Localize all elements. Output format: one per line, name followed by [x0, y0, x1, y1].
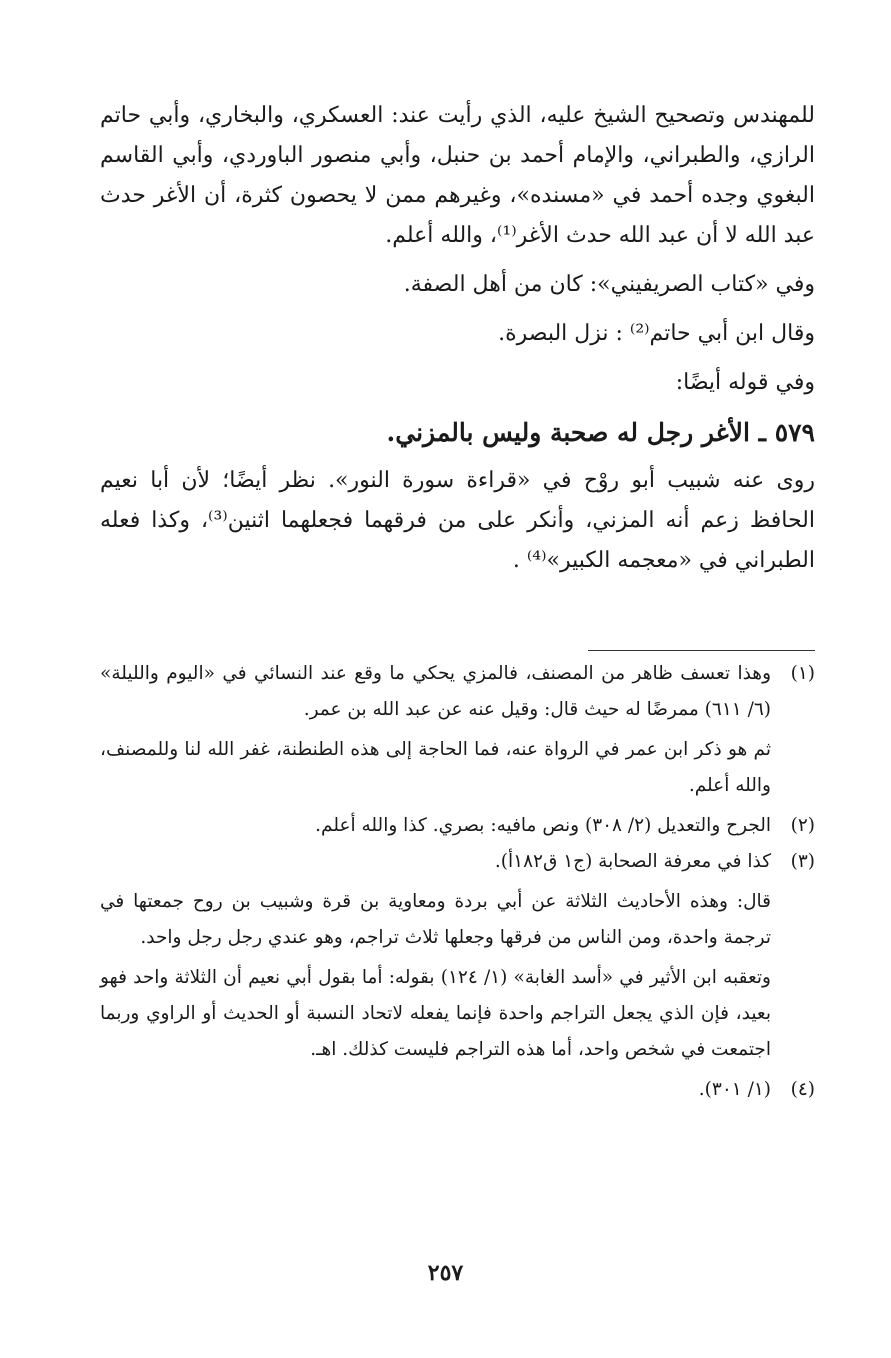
paragraph-3: وقال ابن أبي حاتم⁽²⁾ : نزل البصرة.: [498, 321, 815, 346]
page-number: ٢٥٧: [427, 1260, 464, 1286]
footnote-3: [100, 844, 815, 880]
footnote-text: (١/ ٣٠١).: [698, 1079, 771, 1100]
footnote-number: (٢): [790, 815, 815, 836]
footnote-2: [100, 808, 815, 844]
footnote-number: (٤): [790, 1079, 815, 1100]
footnote-1-continuation: ثم هو ذكر ابن عمر في الرواة عنه، فما الحاجة إلى هذه الطنطنة، غفر الله لنا وللمصنف، والله أعلم.: [100, 739, 771, 796]
main-text: [100, 96, 815, 581]
paragraph-2: وفي «كتاب الصريفيني»: كان من أهل الصفة.: [403, 272, 815, 297]
footnote-text: وهذا تعسف ظاهر من المصنف، فالمزي يحكي ما وقع عند النسائي في «اليوم والليلة» (٦/ ٦١١) ممرضًا له حيث قال: وقيل عنه عن عبد الله بن عمر.: [100, 663, 771, 720]
footnote-3-continuation: وتعقبه ابن الأثير في «أسد الغابة» (١/ ١٢٤) بقوله: أما بقول أبي نعيم أن الثلاثة واحد فهو بعيد، فإن الذي يجعل التراجم واحدة فإنما يفعله لاتحاد النسبة أو الحديث أو الراوي وربما اجتمعت في شخص واحد، أما هذه التراجم فليست كذلك. اهـ.: [100, 967, 771, 1060]
footnote-4: [100, 1072, 815, 1108]
entry-heading: ٥٧٩ ـ الأغر رجل له صحبة وليس بالمزني.: [386, 418, 815, 447]
footnote-number: (٣): [790, 851, 815, 872]
footnote-text: كذا في معرفة الصحابة (ج١ ق١٨٢أ).: [494, 851, 771, 872]
paragraph-4: وفي قوله أيضًا:: [675, 370, 815, 395]
footnote-number: (١): [790, 663, 815, 684]
footnote-3-continuation: قال: وهذه الأحاديث الثلاثة عن أبي بردة ومعاوية بن قرة وشبيب بن روح جمعتها في ترجمة واحدة، ومن الناس من فرقها وجعلها ثلاث تراجم، وهو عندي رجل رجل واحد.: [100, 891, 771, 948]
paragraph-1: للمهندس وتصحيح الشيخ عليه، الذي رأيت عند: العسكري، والبخاري، وأبي حاتم الرازي، والطبراني، والإمام أحمد بن حنبل، وأبي منصور الباوردي، وأبي القاسم البغوي وجده أحمد في «مسنده»، وغيرهم ممن لا يحصون كثرة، أن الأغر حدث عبد الله لا أن عبد الله حدث الأغر⁽¹⁾، والله أعلم.: [100, 103, 815, 248]
paragraph-5: روى عنه شبيب أبو روْح في «قراءة سورة النور». نظر أيضًا؛ لأن أبا نعيم الحافظ زعم أنه المزني، وأنكر على من فرقهما فجعلهما اثنين⁽³⁾، وكذا فعله الطبراني في «معجمه الكبير»⁽⁴⁾ .: [100, 468, 815, 573]
footnote-text: الجرح والتعديل (٢/ ٣٠٨) ونص مافيه: بصري. كذا والله أعلم.: [315, 815, 771, 836]
footnotes: [100, 656, 815, 1108]
footnote-divider: [588, 650, 815, 651]
footnote-1: [100, 656, 815, 728]
